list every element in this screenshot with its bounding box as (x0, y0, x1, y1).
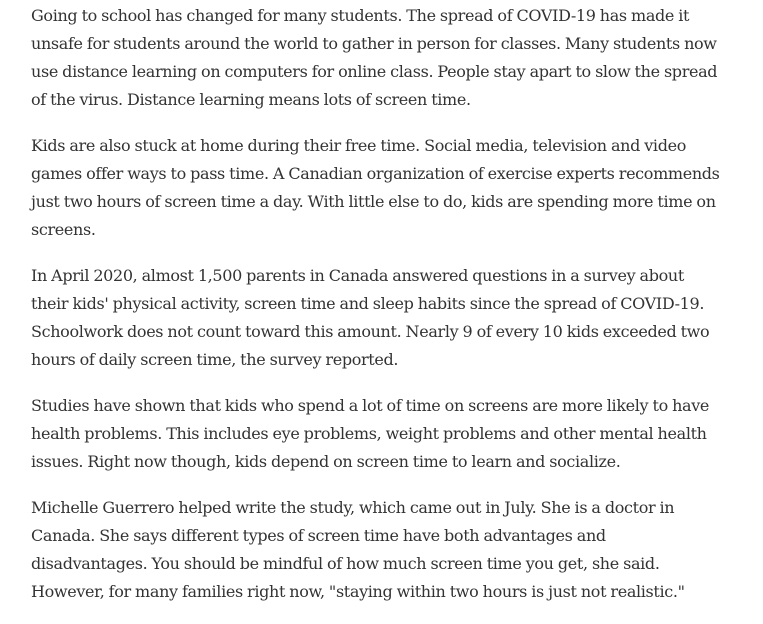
article-paragraph-1: Going to school has changed for many students. The spread of COVID-19 has made it unsafe for students around the world to gather in person for classes. Many students now use distance learning on computers for online class. People stay apart to slow the spread of the virus. Distance learning means lots of screen time. (31, 6, 718, 109)
article-paragraph-3: In April 2020, almost 1,500 parents in Canada answered questions in a survey about their kids' physical activity, screen time and sleep habits since the spread of COVID-19. Schoolwork does not count toward this amount. Nearly 9 of every 10 kids exceeded two hours of daily screen time, the survey reported. (31, 266, 710, 369)
article-paragraph-4: Studies have shown that kids who spend a lot of time on screens are more likely to have health problems. This includes eye problems, weight problems and other mental health issues. Right now though, kids depend on screen time to learn and socialize. (31, 396, 710, 471)
article-paragraph-2: Kids are also stuck at home during their free time. Social media, television and video games offer ways to pass time. A Canadian organization of exercise experts recommends just two hours of screen time a day. With little else to do, kids are spending more time on screens. (31, 136, 720, 239)
article-paragraph-5: Michelle Guerrero helped write the study, which came out in July. She is a doctor in Canada. She says different types of screen time have both advantages and disadvantages. You should be mindful of how much screen time you get, she said. However, for many families right now, "staying within two hours is just not realistic." (31, 498, 685, 601)
article-body (31, 2, 721, 624)
